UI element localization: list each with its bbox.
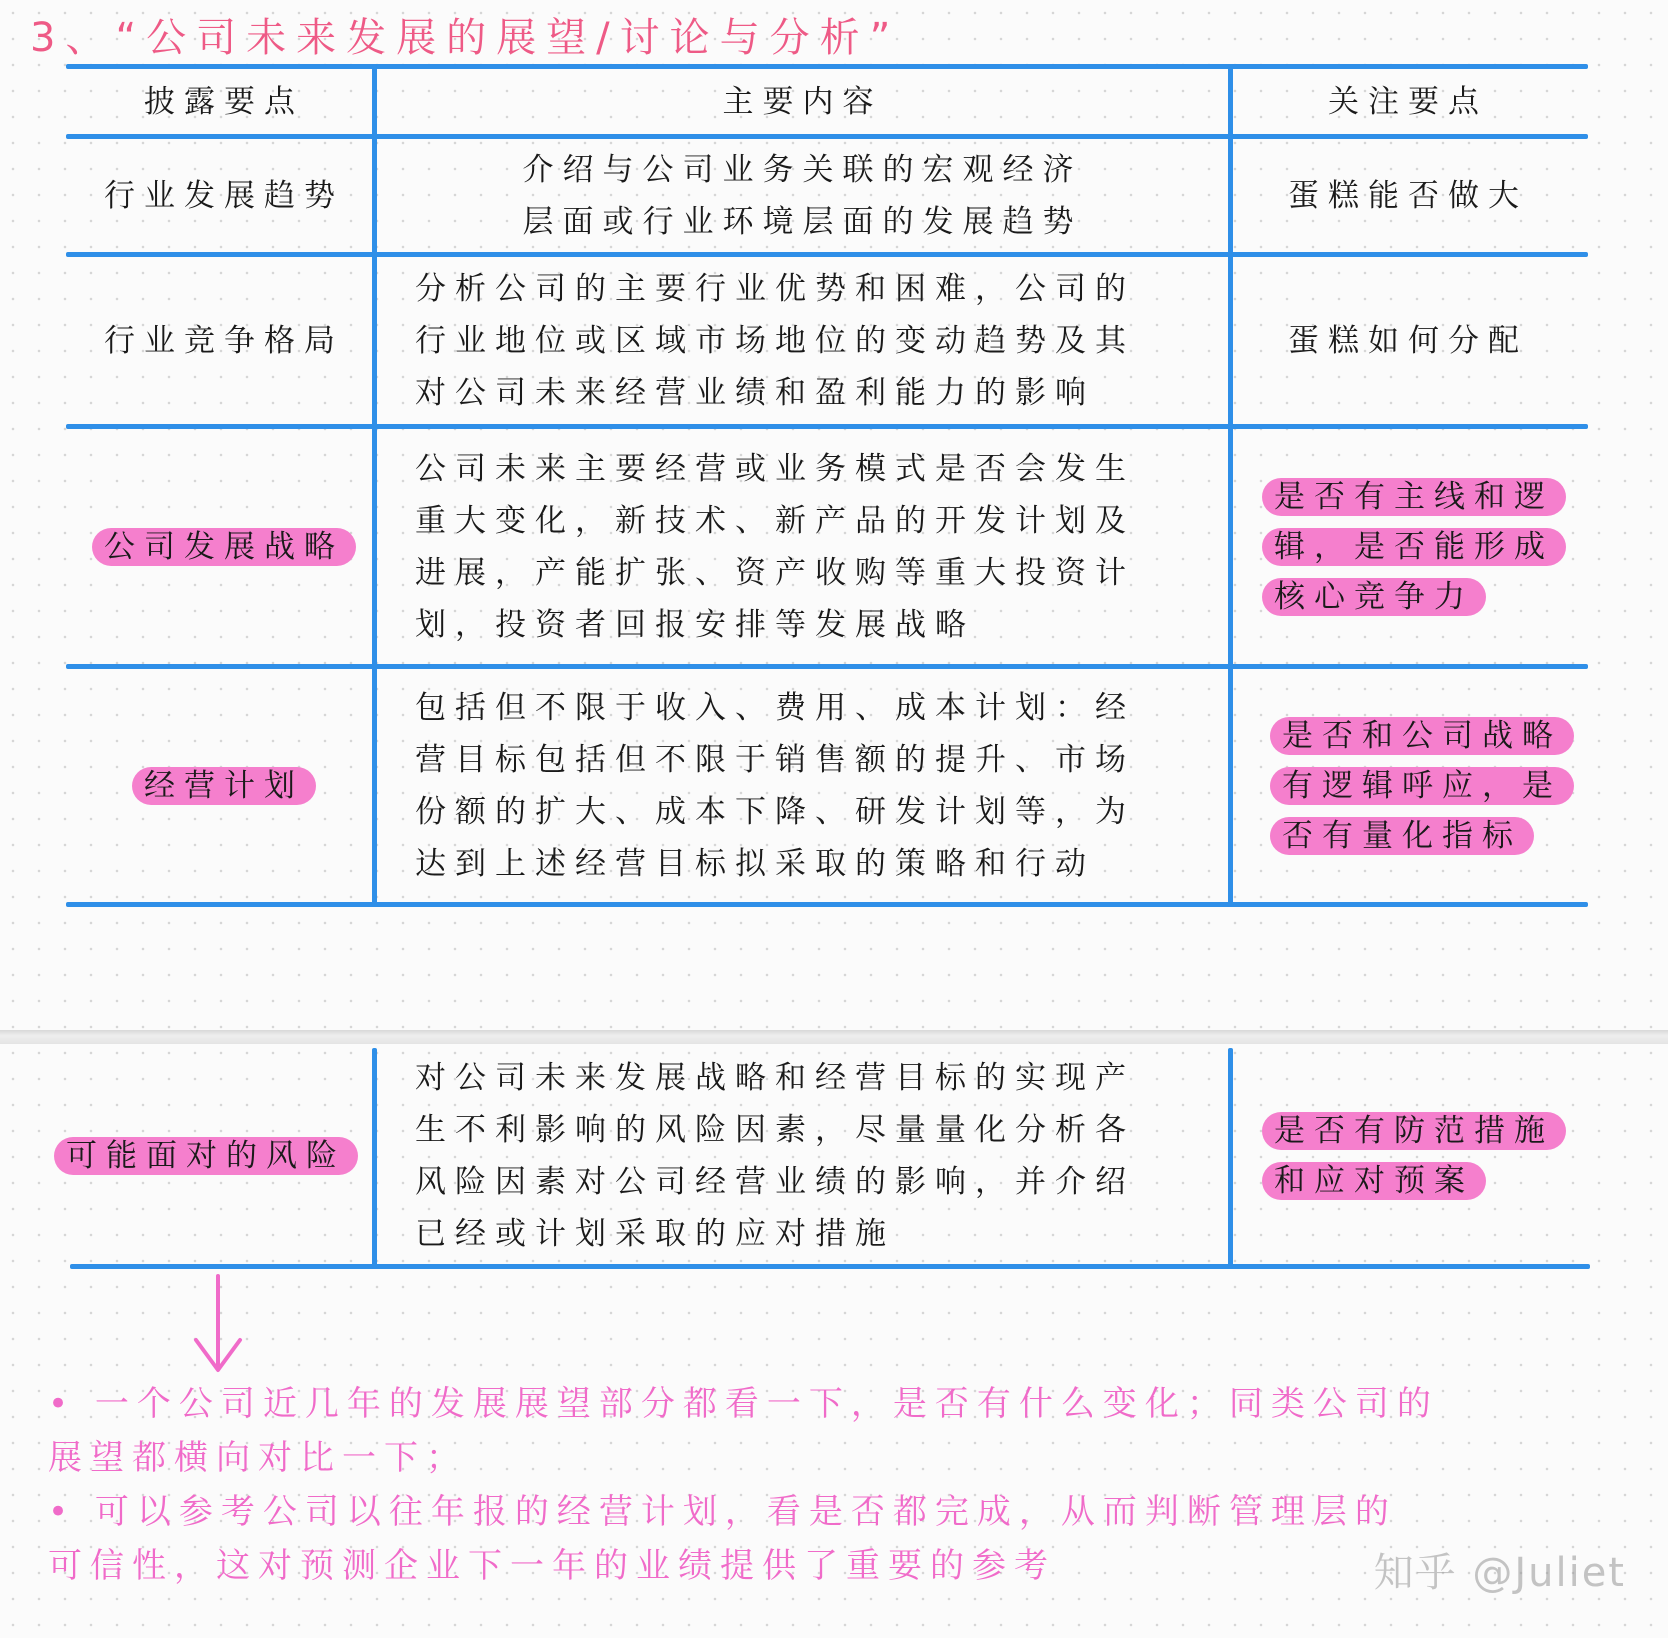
- content-line: 包括但不限于收入、费用、成本计划：经: [415, 689, 1135, 726]
- table-line: [372, 1048, 377, 1269]
- highlighted-focus-line: 核心竞争力: [1262, 578, 1486, 616]
- content-line: 公司未来主要经营或业务模式是否会发生: [415, 450, 1135, 487]
- row-point: 行业竞争格局: [104, 322, 344, 359]
- watermark: 知乎 @Juliet: [1373, 1550, 1626, 1596]
- content-line: 已经或计划采取的应对措施: [415, 1216, 895, 1252]
- highlighted-focus-line: 辑，是否能形成: [1262, 528, 1566, 566]
- highlighted-focus-line: 是否和公司战略: [1270, 717, 1574, 755]
- row-content: [377, 139, 1228, 252]
- note-line: 可信性，这对预测企业下一年的业绩提供了重要的参考: [48, 1546, 1056, 1586]
- row-point: 行业发展趋势: [104, 177, 344, 214]
- table-line: [1228, 1048, 1233, 1269]
- row-focus: [1262, 1048, 1583, 1264]
- arrow-down-icon: [190, 1272, 246, 1376]
- highlighted-point: 经营计划: [132, 767, 316, 805]
- highlighted-focus-line: 和应对预案: [1262, 1162, 1486, 1200]
- content-line: 风险因素对公司经营业绩的影响，并介绍: [415, 1164, 1135, 1200]
- highlighted-focus-line: 是否有防范措施: [1262, 1112, 1566, 1150]
- section-title: 3、“公司未来发展的展望/讨论与分析”: [30, 15, 901, 61]
- content-line: 生不利影响的风险因素，尽量量化分析各: [415, 1112, 1135, 1148]
- content-line: 对公司未来经营业绩和盈利能力的影响: [415, 374, 1095, 411]
- row-focus: 蛋糕如何分配: [1288, 322, 1528, 359]
- content-line: 重大变化，新技术、新产品的开发计划及: [415, 502, 1135, 539]
- row-content: [415, 669, 1228, 902]
- row-content: [415, 257, 1228, 424]
- highlighted-point: 公司发展战略: [92, 528, 356, 566]
- row-content: [415, 429, 1228, 664]
- note-line: • 可以参考公司以往年报的经营计划，看是否都完成，从而判断管理层的: [48, 1492, 1397, 1532]
- content-line: 层面或行业环境层面的发展趋势: [522, 203, 1083, 240]
- content-line: 对公司未来发展战略和经营目标的实现产: [415, 1060, 1135, 1096]
- row-content: [415, 1048, 1228, 1264]
- header-main-content: 主要内容: [722, 83, 883, 120]
- highlighted-focus-line: 是否有主线和逻: [1262, 478, 1566, 516]
- content-line: 划，投资者回报安排等发展战略: [415, 606, 975, 643]
- row-focus: 蛋糕能否做大: [1288, 177, 1528, 214]
- content-line: 营目标包括但不限于销售额的提升、市场: [415, 741, 1135, 778]
- header-disclosure-point: 披露要点: [144, 83, 304, 120]
- row-point: [76, 429, 372, 664]
- row-focus: [1270, 669, 1583, 902]
- content-line: 行业地位或区域市场地位的变动趋势及其: [415, 322, 1135, 359]
- row-focus: [1262, 429, 1583, 664]
- table-line: [70, 1264, 1590, 1269]
- row-point: [40, 1048, 372, 1264]
- highlighted-point: 可能面对的风险: [54, 1137, 358, 1175]
- content-line: 分析公司的主要行业优势和困难，公司的: [415, 270, 1135, 307]
- note-line: 展望都横向对比一下；: [48, 1438, 468, 1478]
- content-line: 进展，产能扩张、资产收购等重大投资计: [415, 554, 1135, 591]
- content-line: 介绍与公司业务关联的宏观经济: [522, 151, 1083, 188]
- content-line: 达到上述经营目标拟采取的策略和行动: [415, 845, 1095, 882]
- content-line: 份额的扩大、成本下降、研发计划等，为: [415, 793, 1135, 830]
- table-line: [66, 902, 1588, 907]
- note-line: • 一个公司近几年的发展展望部分都看一下，是否有什么变化；同类公司的: [48, 1384, 1439, 1424]
- header-focus-point: 关注要点: [1328, 83, 1488, 120]
- row-point: [76, 669, 372, 902]
- page-gap: [0, 1030, 1668, 1044]
- highlighted-focus-line: 有逻辑呼应，是: [1270, 767, 1574, 805]
- highlighted-focus-line: 否有量化指标: [1270, 817, 1534, 855]
